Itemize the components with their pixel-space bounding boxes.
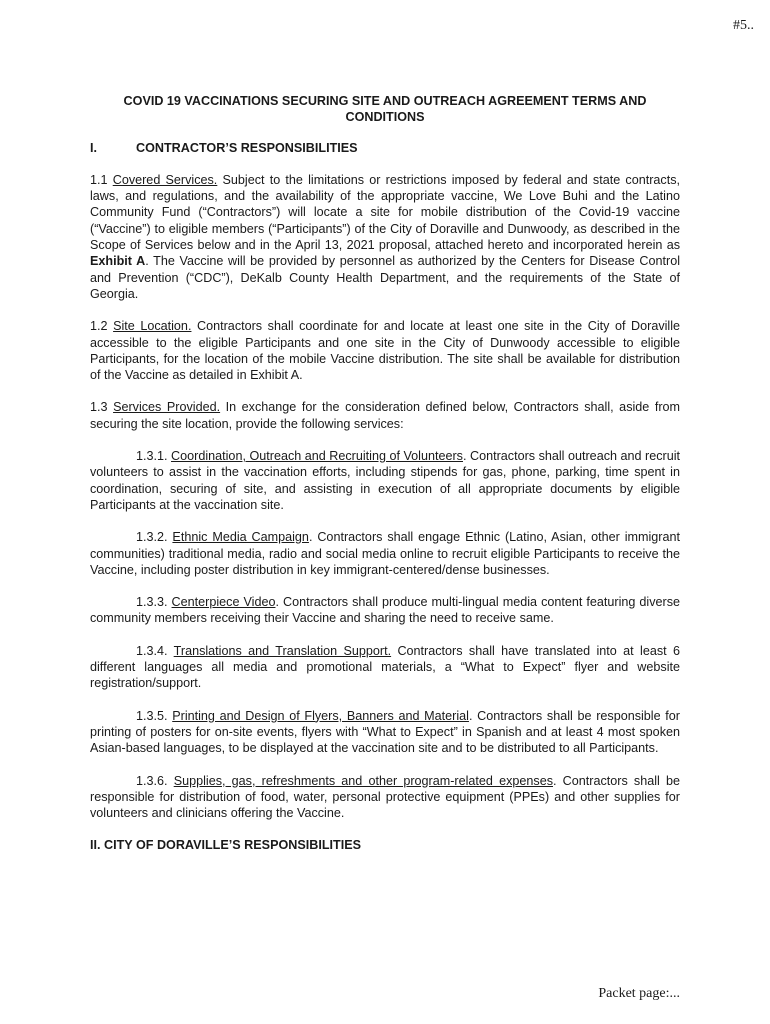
document-body [90,93,680,854]
clause-text: Contractors shall coordinate for and locate at least one site in the City of Doraville accessible to the eligible Participants and one site in the City of Dunwoody accessible to eligible Participants, for the location of the mobile Vaccine distribution. The site shall be available for distribution of the Vaccine as detailed in Exhibit A. [90,319,681,383]
clause-text-continued: . The Vaccine will be provided by personnel as authorized by the Centers for Disease Control and Prevention (“CDC”), DeKalb County Health Department, and the requirements of the State of Georgia. [90,254,681,301]
service-heading: Centerpiece Video [171,595,276,610]
clause-heading: Covered Services. [112,172,218,187]
page-number-mark: #5.. [733,18,754,33]
section-number: I. [90,140,97,155]
clause-1-1 [90,172,680,302]
service-item-5 [90,708,680,757]
service-heading: Translations and Translation Support. [173,643,392,658]
service-item-6 [90,773,680,822]
service-number: 1.3.2. [136,530,168,545]
service-item-2 [90,529,680,578]
service-item-1 [90,448,680,513]
service-heading: Ethnic Media Campaign [172,530,309,545]
service-item-3 [90,594,680,627]
service-text: . Contractors shall be responsible for distribution of food, water, personal protective equipment (PPEs) and other supplies for volunteers and clinicians offering the Vaccine. [90,773,680,821]
clause-1-3 [90,399,680,432]
section-title: CONTRACTOR’S RESPONSIBILITIES [136,140,358,155]
clause-text: Subject to the limitations or restrictions imposed by federal and state contracts, laws, and regulations, and the availability of the appropriate vaccine, We Love Buhi and the Latino Community Fund (“Contractors”) will locate a site for mobile distribution of the Covid-19 vaccine (“Vaccine”) to eligible members (“Participants”) of the City of Doraville and Dunwoody, as described in the Scope of Services below and in the April 13, 2021 proposal, attached hereto and incorporated herein as [90,172,681,253]
clause-heading: Site Location. [113,319,192,334]
section-heading-contractors [90,140,680,156]
service-number: 1.3.4. [136,643,168,658]
service-text: . Contractors shall outreach and recruit volunteers to assist in the vaccination efforts, including stipends for gas, phone, parking, time spent in coordination, securing of site, and assisting in execution of all appropriate documents by eligible Participants at the vaccination site. [90,449,681,512]
service-heading: Coordination, Outreach and Recruiting of Volunteers [171,449,463,464]
exhibit-reference: Exhibit A [90,254,146,269]
service-item-4 [90,643,680,692]
service-text: Contractors shall have translated into at least 6 different languages all media and promotional materials, a “What to Expect” flyer and website registration/support. [90,643,680,691]
service-heading: Printing and Design of Flyers, Banners and Material [172,708,469,723]
service-text: . Contractors shall be responsible for printing of posters for on-site events, flyers with “What to Expect” in Spanish and at least 4 most spoken Asian-based languages, to be displayed at the vaccination site and to be distributed to all Participants. [90,708,681,756]
service-number: 1.3.5. [136,708,168,723]
service-text: . Contractors shall engage Ethnic (Latino, Asian, other immigrant communities) traditional media, radio and social media online to recruit eligible Participants to receive the Vaccine, including poster distribution in key immigrant-centered/dense businesses. [90,530,680,577]
clause-number: 1.3 [90,400,108,415]
service-number: 1.3.1. [136,449,168,464]
packet-page-footer: Packet page:... [598,986,680,1001]
clause-heading: Services Provided. [113,400,221,415]
service-number: 1.3.6. [136,773,168,788]
clause-text: In exchange for the consideration defined below, Contractors shall, aside from securing the site location, provide the following services: [90,400,681,431]
service-heading: Supplies, gas, refreshments and other program-related expenses [173,773,553,788]
clause-number: 1.2 [90,319,108,334]
section-heading-doraville: II. CITY OF DORAVILLE’S RESPONSIBILITIES [90,838,362,853]
clause-number: 1.1 [90,172,108,187]
document-title: COVID 19 VACCINATIONS SECURING SITE AND OUTREACH AGREEMENT TERMS AND CONDITIONS [123,94,647,125]
service-number: 1.3.3. [136,595,168,610]
clause-1-2 [90,318,680,383]
service-text: . Contractors shall produce multi-lingual media content featuring diverse community members receiving their Vaccine and sharing the need to receive same. [90,595,681,626]
